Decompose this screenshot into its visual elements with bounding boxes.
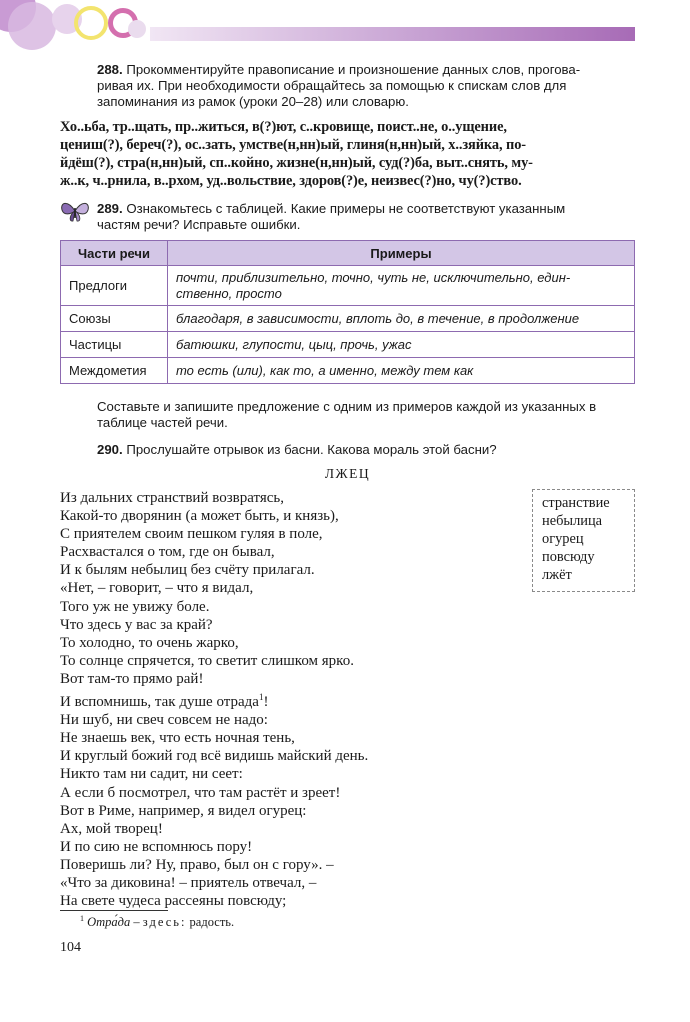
poem-line: А если б посмотрел, что там растёт и зреет!: [60, 784, 341, 801]
exercise-289-task: Составьте и запишите предложение с одним из примеров каждой из указанных в таблице частей речи.: [97, 399, 597, 430]
table-row: [61, 306, 635, 332]
poem-line: Вот в Риме, например, я видел огурец:: [60, 802, 307, 819]
vocabulary-box: [532, 489, 635, 592]
poem-line: И вспомнишь, так душе отрада$^1$!: [60, 692, 269, 711]
poem-line: «Нет, – говорит, – что я видал,: [60, 580, 254, 597]
table-cell-examples: батюшки, глупости, цыц, прочь, ужас: [168, 332, 635, 358]
poem-line: И по сию не вспомнюсь пору!: [60, 838, 253, 855]
poem-line: На свете чудеса рассеяны повсюду;: [60, 893, 287, 910]
poem-line: Из дальних странствий возвратясь,: [60, 490, 285, 506]
vocab-word: повсюду: [542, 549, 595, 565]
poem-line: Вот там-то прямо рай!: [60, 670, 204, 687]
footnote-divider: [60, 910, 168, 911]
poem-line: То холодно, то очень жарко,: [60, 634, 239, 651]
poem-line: Поверишь ли? Ну, право, был он с гору». –: [60, 856, 334, 873]
poem-line: Ни шуб, ни свеч совсем не надо:: [60, 712, 268, 729]
footnote-marker: 1: [258, 692, 264, 703]
poem-line: И круглый божий год всё видишь майский день.: [60, 748, 369, 765]
table-cell-part: Предлоги: [61, 266, 168, 306]
table-cell-part: Междометия: [61, 358, 168, 384]
decor-circle: [8, 2, 56, 50]
table-row: [61, 266, 635, 306]
table-cell-examples: почти, приблизительно, точно, чуть не, исключительно, един- ственно, просто: [168, 266, 635, 306]
poem-line: Что здесь у вас за край?: [60, 616, 213, 633]
vocab-word: лжёт: [542, 567, 572, 583]
exercise-number: 288.: [97, 62, 123, 77]
vocab-word: странствие: [542, 495, 610, 511]
parts-of-speech-table: [60, 240, 635, 384]
table-cell-part: Союзы: [61, 306, 168, 332]
header-bar: [150, 27, 635, 41]
poem-line: С приятелем своим пешком гуляя в поле,: [60, 526, 323, 543]
page-header-decoration: [0, 0, 690, 50]
poem-title: ЛЖЕЦ: [324, 466, 371, 481]
decor-circle: [74, 6, 108, 40]
table-row: [61, 332, 635, 358]
table-header-row: [61, 241, 635, 266]
exercise-288-text: 288. Прокомментируйте правописание и произношение данных слов, прогова- ривая их. При необходимости обращайтесь за помощью к спискам слов для запоминания из рамок (уроки 20–28) или словарю.: [97, 62, 581, 109]
poem-line: И к былям небылиц без счёту прилагал.: [60, 562, 315, 579]
table-cell-examples: благодаря, в зависимости, вплоть до, в течение, в продолжение: [168, 306, 635, 332]
table-header-examples: Примеры: [168, 241, 635, 266]
exercise-288-words: Хо..ьба, тр..щать, пр..житься, в(?)ют, с..кровище, поист..не, о..ущение, цениш(?), береч(?), ос..зать, умстве(н,нн)ый, глиня(н,нн)ый, х..зяйка, по- йдёш(?), стра(н,нн)ый, сп..койно, жизне(н,нн)ый, суд(?)ба, выт..снять, му- ж..к, ч..рнила, в..рхом, уд..вольствие, здоров(?)е, неизвес(?)но, чу(?)ство.: [60, 119, 533, 189]
exercise-289-text: 289. Ознакомьтесь с таблицей. Какие примеры не соответствуют указанным частям речи? Исправьте ошибки.: [97, 201, 566, 232]
butterfly-icon: [58, 198, 92, 224]
table-cell-part: Частицы: [61, 332, 168, 358]
decor-circle: [128, 20, 146, 38]
exercise-number: 289.: [97, 201, 123, 216]
footnote: $^1$ Отра́да – здесь: радость.: [80, 914, 235, 930]
poem-line: Ах, мой творец!: [60, 820, 163, 837]
table-header-parts: Части речи: [61, 241, 168, 266]
exercise-number: 290.: [97, 442, 123, 457]
poem-line: Расхвастался о том, где он бывал,: [60, 544, 275, 561]
table-cell-examples: то есть (или), как то, а именно, между тем как: [168, 358, 635, 384]
poem-line: Никто там ни садит, ни сеет:: [60, 766, 243, 783]
page-number: 104: [60, 940, 81, 955]
poem-line: Какой-то дворянин (а может быть, и князь),: [60, 508, 339, 525]
poem: [60, 489, 368, 910]
poem-line: Того уж не увижу боле.: [60, 598, 210, 615]
vocab-word: огурец: [542, 531, 584, 547]
poem-line: «Что за диковина! – приятель отвечал, –: [60, 874, 317, 891]
vocab-word: небылица: [542, 513, 603, 529]
table-row: [61, 358, 635, 384]
poem-line: Не знаешь век, что есть ночная тень,: [60, 730, 295, 747]
poem-line: То солнце спрячется, то светит слишком ярко.: [60, 652, 354, 669]
exercise-290-text: 290. Прослушайте отрывок из басни. Какова мораль этой басни?: [97, 442, 497, 457]
